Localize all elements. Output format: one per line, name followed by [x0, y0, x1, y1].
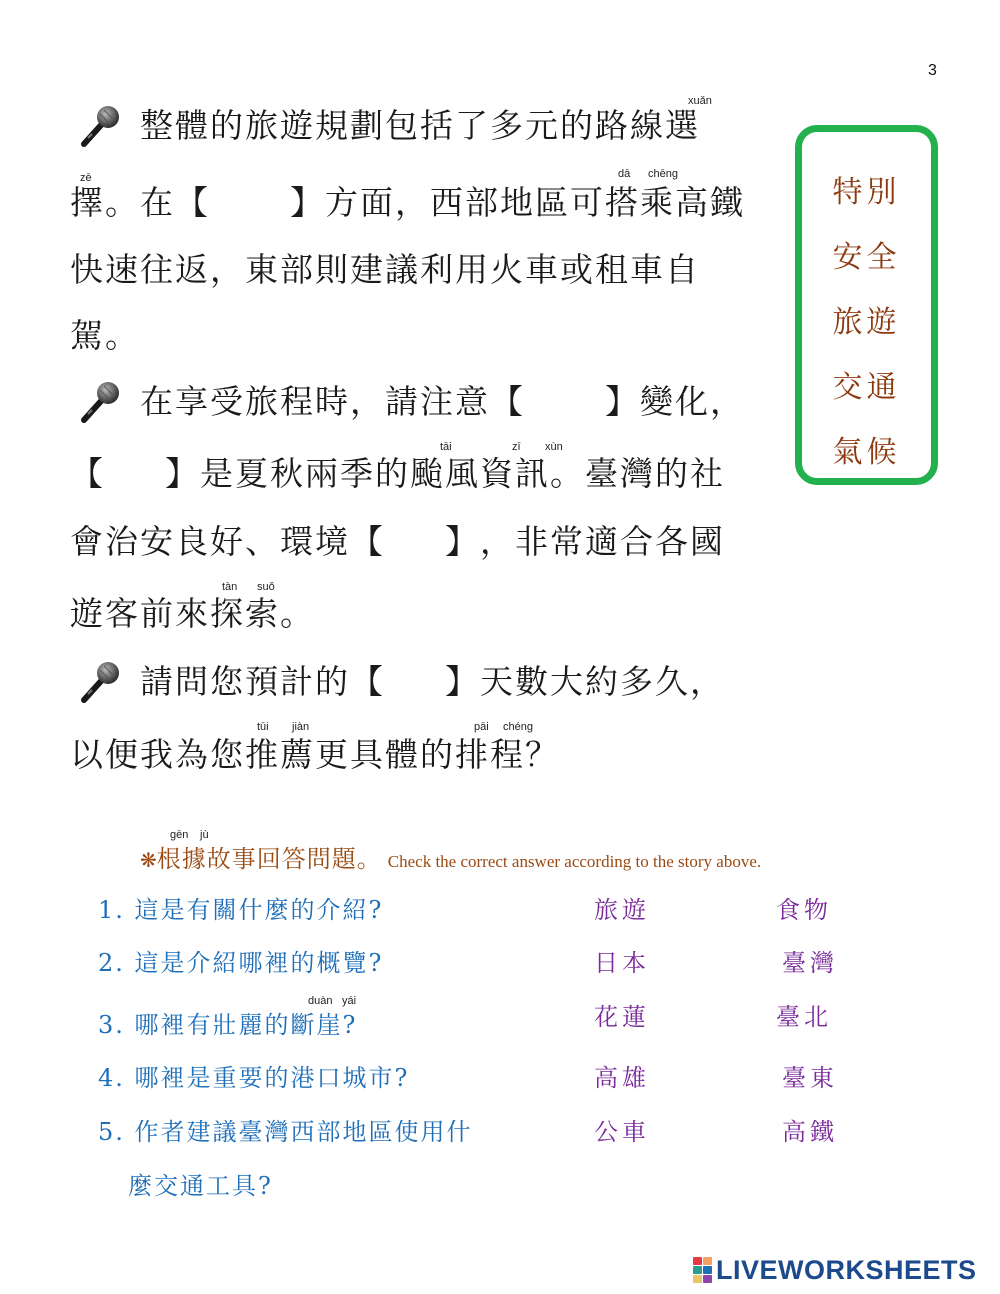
pinyin-ze: zē	[80, 172, 92, 184]
passage-line: 整體的旅遊規劃包括了多元的路線選	[70, 106, 700, 146]
question-3: 3. 哪裡有壯麗的斷崖?	[98, 1011, 358, 1039]
option-5b[interactable]: 高鐵	[782, 1118, 838, 1146]
pinyin-zi: zī	[512, 441, 521, 453]
option-3a[interactable]: 花蓮	[594, 1003, 650, 1031]
logo-square	[693, 1275, 702, 1283]
option-5a[interactable]: 公車	[594, 1118, 650, 1146]
page-number: 3	[928, 62, 937, 79]
answer-blank-4[interactable]	[385, 526, 445, 562]
word-bank-item[interactable]: 安全	[832, 240, 901, 275]
question-2: 2. 這是介紹哪裡的概覽?	[98, 949, 384, 977]
pinyin-cheng2: chéng	[503, 721, 533, 733]
pinyin-tan: tàn	[222, 581, 238, 593]
passage-line: 遊客前來探索。	[70, 594, 315, 633]
answer-blank-3[interactable]	[105, 458, 165, 494]
option-1a[interactable]: 旅遊	[594, 896, 650, 924]
logo-square	[693, 1266, 702, 1274]
option-4a[interactable]: 高雄	[594, 1064, 650, 1092]
passage-line: 【 】是夏秋兩季的颱風資訊。臺灣的社	[70, 454, 725, 493]
pinyin-pai: pāi	[474, 721, 489, 733]
microphone-icon	[70, 106, 118, 146]
question-4: 4. 哪裡是重要的港口城市?	[98, 1064, 410, 1092]
pinyin-tui: tūi	[257, 721, 269, 733]
logo-square	[703, 1275, 712, 1283]
passage-line: 以便我為您推薦更具體的排程？	[70, 735, 560, 774]
pinyin-cheng: chēng	[648, 168, 678, 180]
question-5: 5. 作者建議臺灣西部地區使用什	[98, 1118, 473, 1146]
passage-line: 會治安良好、環境【 】，非常適合各國	[70, 522, 725, 561]
answer-blank-1[interactable]	[210, 187, 290, 223]
passage-line: 快速往返，東部則建議利用火車或租車自	[70, 250, 700, 289]
option-4b[interactable]: 臺東	[782, 1064, 838, 1092]
word-bank-item[interactable]: 特別	[832, 175, 901, 210]
passage-line: 擇。在【 】方面，西部地區可搭乘高鐵	[70, 183, 745, 222]
passage-line: 在享受旅程時，請注意【 】變化，	[70, 382, 745, 422]
liveworksheets-logo: LIVEWORKSHEETS	[693, 1254, 977, 1286]
logo-grid-icon	[693, 1257, 712, 1283]
option-2b[interactable]: 臺灣	[782, 949, 838, 977]
answer-blank-5[interactable]	[385, 666, 445, 702]
option-3b[interactable]: 臺北	[776, 1003, 832, 1031]
pinyin-duan: duàn	[308, 995, 333, 1007]
pinyin-ju: jù	[200, 829, 209, 841]
pinyin-xun: xùn	[545, 441, 563, 453]
flower-icon: ❋	[140, 848, 157, 872]
questions-title: ❋根據故事回答問題。 Check the correct answer according to the story above.	[140, 845, 762, 873]
passage-line: 請問您預計的【 】天數大約多久，	[70, 662, 725, 702]
microphone-icon	[70, 662, 118, 702]
pinyin-jian: jiàn	[292, 721, 310, 733]
answer-blank-2[interactable]	[525, 386, 605, 422]
logo-square	[703, 1257, 712, 1265]
word-bank-item[interactable]: 交通	[832, 370, 901, 405]
option-2a[interactable]: 日本	[594, 949, 650, 977]
pinyin-gen: gēn	[170, 829, 189, 841]
logo-square	[703, 1266, 712, 1274]
passage-line: 駕。	[70, 316, 140, 355]
question-1: 1. 這是有關什麼的介紹?	[98, 896, 384, 924]
pinyin-yai: yái	[342, 995, 357, 1007]
question-5-continued: 麼交通工具?	[128, 1172, 273, 1200]
option-1b[interactable]: 食物	[776, 896, 832, 924]
logo-square	[693, 1257, 702, 1265]
pinyin-da: dā	[618, 168, 631, 180]
word-bank-item[interactable]: 旅遊	[832, 305, 901, 340]
pinyin-suo: suǒ	[257, 581, 275, 593]
microphone-icon	[70, 382, 118, 422]
pinyin-tai: tāi	[440, 441, 452, 453]
word-bank-item[interactable]: 氣候	[832, 435, 901, 470]
pinyin-xuan: xuǎn	[688, 95, 712, 107]
word-bank	[795, 125, 938, 485]
